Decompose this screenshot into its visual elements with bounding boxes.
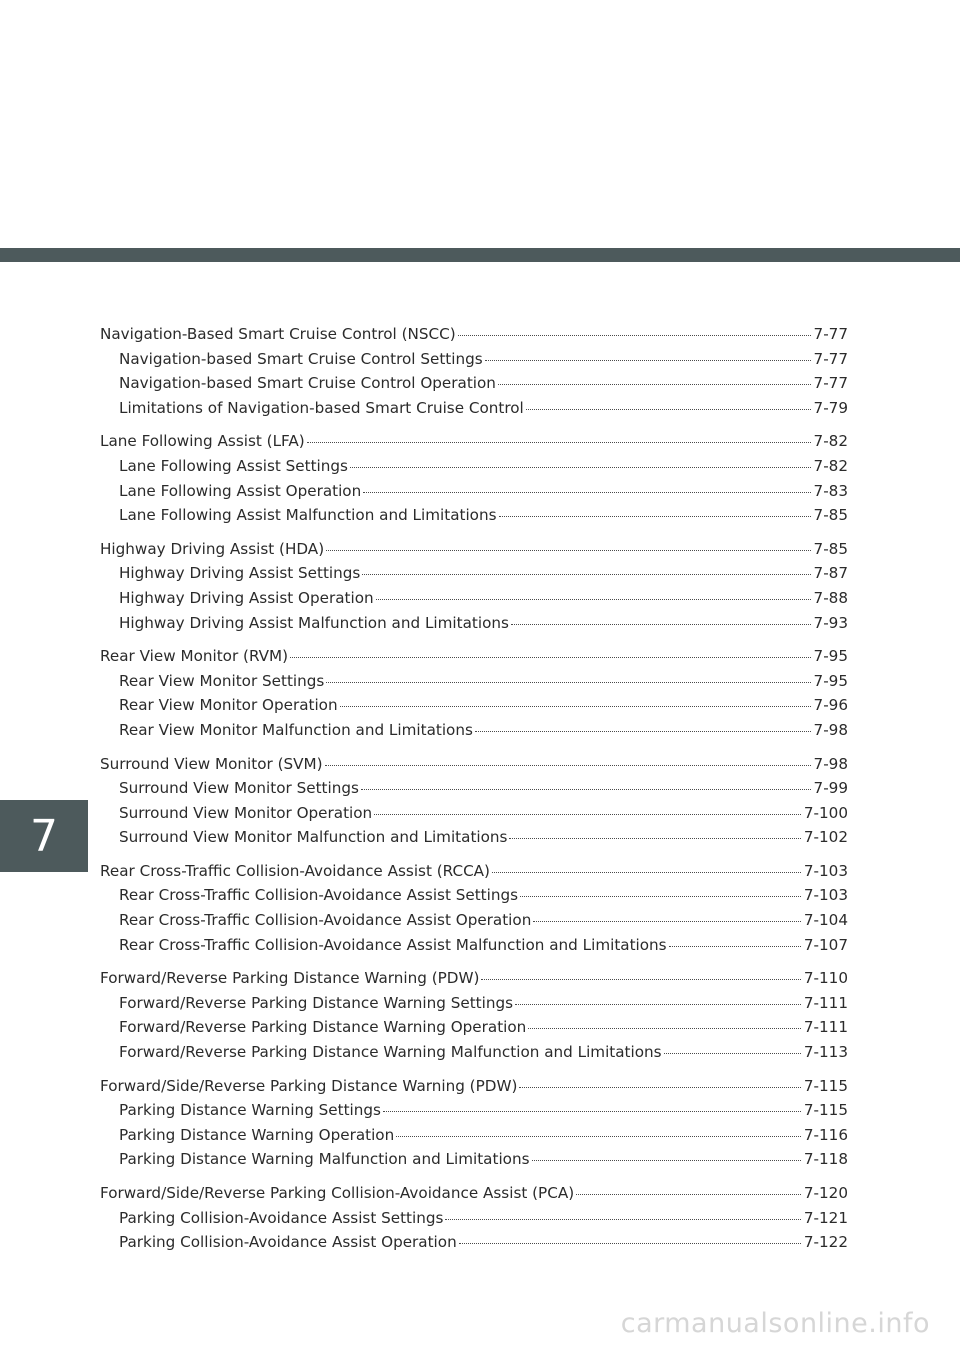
header-band xyxy=(0,248,960,262)
dot-leader xyxy=(396,1135,801,1137)
dot-leader xyxy=(340,705,811,707)
toc-entry-title: Rear Cross-Traffic Collision-Avoidance Assist (RCCA) xyxy=(100,861,490,880)
watermark: carmanualsonline.info xyxy=(620,1308,930,1339)
toc-entry-title: Surround View Monitor (SVM) xyxy=(100,754,323,773)
page-number: 7-102 xyxy=(803,828,848,847)
toc-subentry[interactable] xyxy=(100,503,848,528)
toc-subentry-title: Surround View Monitor Operation xyxy=(119,803,373,822)
dot-leader xyxy=(576,1193,801,1195)
toc-subentry[interactable] xyxy=(100,1098,848,1123)
dot-leader xyxy=(532,1159,801,1161)
dot-leader xyxy=(528,1027,801,1029)
dot-leader xyxy=(492,871,801,873)
toc-section xyxy=(100,752,848,850)
page-number: 7-115 xyxy=(803,1101,848,1120)
toc-subentry-title: Limitations of Navigation-based Smart Cruise Control xyxy=(119,398,524,417)
page-number: 7-111 xyxy=(803,993,848,1012)
dot-leader xyxy=(458,334,811,336)
page-number: 7-96 xyxy=(813,696,848,715)
toc-section xyxy=(100,429,848,527)
toc-entry[interactable] xyxy=(100,1074,848,1099)
toc-entry[interactable] xyxy=(100,322,848,347)
dot-leader xyxy=(363,491,810,493)
dot-leader xyxy=(383,1110,801,1112)
toc-subentry[interactable] xyxy=(100,479,848,504)
toc-subentry[interactable] xyxy=(100,933,848,958)
toc-subentry-title: Rear View Monitor Malfunction and Limitations xyxy=(119,720,473,739)
toc-section xyxy=(100,1074,848,1172)
toc-subentry-title: Forward/Reverse Parking Distance Warning Operation xyxy=(119,1018,527,1037)
page-number: 7-122 xyxy=(803,1233,848,1252)
toc-entry[interactable] xyxy=(100,1181,848,1206)
toc-entry-title: Rear View Monitor (RVM) xyxy=(100,647,289,666)
dot-leader xyxy=(376,598,811,600)
dot-leader xyxy=(481,978,800,980)
page-number: 7-99 xyxy=(813,779,848,798)
toc-subentry[interactable] xyxy=(100,908,848,933)
page-number: 7-116 xyxy=(803,1125,848,1144)
toc-subentry-title: Forward/Reverse Parking Distance Warning Settings xyxy=(119,993,513,1012)
toc-subentry-title: Rear Cross-Traffic Collision-Avoidance Assist Settings xyxy=(119,886,519,905)
dot-leader xyxy=(499,515,811,517)
toc-subentry[interactable] xyxy=(100,1147,848,1172)
toc-subentry-title: Forward/Reverse Parking Distance Warning Malfunction and Limitations xyxy=(119,1043,662,1062)
dot-leader xyxy=(515,1003,801,1005)
table-of-contents xyxy=(100,322,848,1264)
toc-subentry[interactable] xyxy=(100,586,848,611)
page-number: 7-98 xyxy=(813,720,848,739)
toc-entry[interactable] xyxy=(100,429,848,454)
page-number: 7-121 xyxy=(803,1208,848,1227)
dot-leader xyxy=(664,1052,801,1054)
dot-leader xyxy=(475,730,811,732)
toc-subentry[interactable] xyxy=(100,991,848,1016)
dot-leader xyxy=(498,383,811,385)
page-number: 7-85 xyxy=(813,506,848,525)
page-number: 7-120 xyxy=(803,1184,848,1202)
page-number: 7-87 xyxy=(813,564,848,583)
toc-subentry-title: Parking Distance Warning Settings xyxy=(119,1101,381,1120)
dot-leader xyxy=(350,466,811,468)
page-number: 7-82 xyxy=(813,432,848,451)
dot-leader xyxy=(326,681,810,683)
page-number: 7-115 xyxy=(803,1076,848,1095)
toc-entry[interactable] xyxy=(100,752,848,777)
toc-entry[interactable] xyxy=(100,644,848,669)
toc-subentry-title: Lane Following Assist Settings xyxy=(119,456,348,475)
toc-section xyxy=(100,966,848,1064)
toc-section xyxy=(100,644,848,742)
toc-subentry-title: Parking Distance Warning Operation xyxy=(119,1125,395,1144)
toc-subentry[interactable] xyxy=(100,561,848,586)
toc-subentry[interactable] xyxy=(100,718,848,743)
dot-leader xyxy=(325,764,811,766)
page-number: 7-113 xyxy=(803,1043,848,1062)
dot-leader xyxy=(374,813,801,815)
dot-leader xyxy=(326,549,810,551)
toc-section xyxy=(100,859,848,957)
dot-leader xyxy=(445,1218,800,1220)
toc-subentry[interactable] xyxy=(100,347,848,372)
toc-subentry-title: Highway Driving Assist Malfunction and Limitations xyxy=(119,613,509,632)
dot-leader xyxy=(509,837,800,839)
toc-subentry[interactable] xyxy=(100,396,848,421)
toc-subentry-title: Parking Distance Warning Malfunction and Limitations xyxy=(119,1150,530,1169)
toc-subentry-title: Rear Cross-Traffic Collision-Avoidance Assist Malfunction and Limitations xyxy=(119,935,667,954)
toc-subentry-title: Navigation-based Smart Cruise Control Operation xyxy=(119,374,496,393)
page-number: 7-77 xyxy=(813,349,848,368)
toc-entry-title: Forward/Side/Reverse Parking Distance Warning (PDW) xyxy=(100,1076,518,1095)
toc-subentry[interactable] xyxy=(100,611,848,636)
toc-subentry[interactable] xyxy=(100,883,848,908)
dot-leader xyxy=(361,788,811,790)
toc-subentry-title: Navigation-based Smart Cruise Control Settings xyxy=(119,349,483,368)
dot-leader xyxy=(307,441,811,443)
dot-leader xyxy=(519,1086,800,1088)
toc-entry[interactable] xyxy=(100,966,848,991)
toc-subentry-title: Parking Collision-Avoidance Assist Operation xyxy=(119,1233,457,1252)
page-number: 7-85 xyxy=(813,539,848,558)
page-number: 7-118 xyxy=(803,1150,848,1169)
page-number: 7-110 xyxy=(803,969,848,988)
toc-entry-title: Forward/Side/Reverse Parking Collision-Avoidance Assist (PCA) xyxy=(100,1184,575,1202)
toc-subentry[interactable] xyxy=(100,1123,848,1148)
toc-subentry[interactable] xyxy=(100,1015,848,1040)
chapter-tab xyxy=(0,800,88,872)
page-number: 7-95 xyxy=(813,671,848,690)
page-number: 7-77 xyxy=(813,374,848,393)
toc-subentry[interactable] xyxy=(100,1230,848,1255)
toc-subentry-title: Highway Driving Assist Settings xyxy=(119,564,361,583)
toc-subentry[interactable] xyxy=(100,1206,848,1231)
dot-leader xyxy=(526,408,811,410)
page-number: 7-111 xyxy=(803,1018,848,1037)
dot-leader xyxy=(520,895,801,897)
page-number: 7-79 xyxy=(813,398,848,417)
page-number: 7-88 xyxy=(813,588,848,607)
toc-subentry[interactable] xyxy=(100,669,848,694)
dot-leader xyxy=(290,656,810,658)
toc-entry-title: Navigation-Based Smart Cruise Control (NSCC) xyxy=(100,325,456,343)
toc-subentry-title: Highway Driving Assist Operation xyxy=(119,588,374,607)
toc-entry[interactable] xyxy=(100,537,848,562)
page-number: 7-82 xyxy=(813,456,848,475)
dot-leader xyxy=(511,623,811,625)
toc-subentry[interactable] xyxy=(100,776,848,801)
toc-subentry-title: Surround View Monitor Malfunction and Limitations xyxy=(119,828,508,847)
toc-subentry[interactable] xyxy=(100,371,848,396)
page-number: 7-103 xyxy=(803,861,848,880)
toc-subentry-title: Lane Following Assist Malfunction and Limitations xyxy=(119,506,497,525)
dot-leader xyxy=(362,573,810,575)
page-number: 7-93 xyxy=(813,613,848,632)
toc-subentry-title: Rear Cross-Traffic Collision-Avoidance Assist Operation xyxy=(119,911,532,930)
toc-subentry[interactable] xyxy=(100,801,848,826)
page-number: 7-100 xyxy=(803,803,848,822)
dot-leader xyxy=(669,945,801,947)
toc-section xyxy=(100,1181,848,1255)
page-number: 7-107 xyxy=(803,935,848,954)
toc-subentry-title: Surround View Monitor Settings xyxy=(119,779,359,798)
page-number: 7-83 xyxy=(813,481,848,500)
toc-subentry[interactable] xyxy=(100,693,848,718)
dot-leader xyxy=(533,920,801,922)
toc-subentry[interactable] xyxy=(100,825,848,850)
dot-leader xyxy=(459,1242,801,1244)
toc-subentry[interactable] xyxy=(100,454,848,479)
toc-subentry[interactable] xyxy=(100,1040,848,1065)
page-number: 7-103 xyxy=(803,886,848,905)
toc-subentry-title: Rear View Monitor Settings xyxy=(119,671,325,690)
toc-section xyxy=(100,322,848,420)
toc-section xyxy=(100,537,848,635)
page-number: 7-104 xyxy=(803,911,848,930)
page-number: 7-98 xyxy=(813,754,848,773)
page-number: 7-77 xyxy=(813,325,848,343)
toc-entry-title: Forward/Reverse Parking Distance Warning (PDW) xyxy=(100,969,480,988)
dot-leader xyxy=(485,359,811,361)
toc-subentry-title: Rear View Monitor Operation xyxy=(119,696,338,715)
toc-entry-title: Lane Following Assist (LFA) xyxy=(100,432,305,451)
toc-entry[interactable] xyxy=(100,859,848,884)
chapter-number: 7 xyxy=(30,810,58,862)
toc-entry-title: Highway Driving Assist (HDA) xyxy=(100,539,325,558)
toc-subentry-title: Parking Collision-Avoidance Assist Settings xyxy=(119,1208,444,1227)
toc-subentry-title: Lane Following Assist Operation xyxy=(119,481,362,500)
page-number: 7-95 xyxy=(813,647,848,666)
